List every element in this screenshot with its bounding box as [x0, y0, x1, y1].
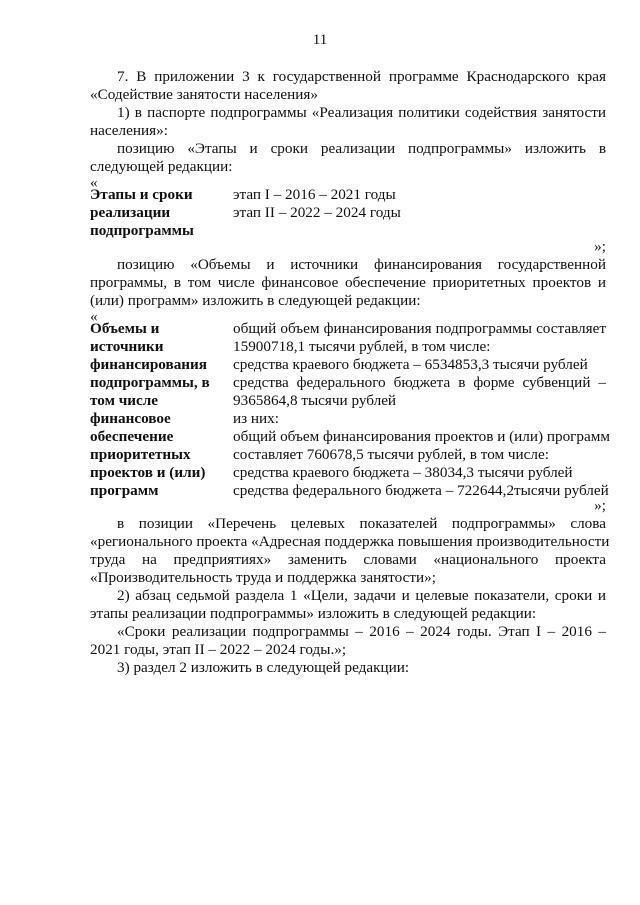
paragraph-line: 2021 годы, этап II – 2022 – 2024 годы.»;	[90, 641, 347, 658]
funding-label-line: подпрограммы, в	[90, 374, 210, 391]
funding-value-line: составляет 760678,5 тысячи рублей, в том числе:	[233, 446, 549, 463]
paragraph-line: позицию «Объемы и источники финансирования государственной	[117, 256, 606, 273]
funding-label-line: источники	[90, 338, 164, 355]
paragraph-line: «регионального проекта «Адресная поддержка повышения производительности	[90, 533, 610, 550]
quote-close: »;	[594, 238, 606, 255]
funding-value-line: из них:	[233, 410, 279, 427]
funding-value-line: средства федерального бюджета в форме субвенций –	[233, 374, 606, 391]
stages-label-line: реализации	[90, 204, 171, 221]
funding-label-line: проектов и (или)	[90, 464, 206, 481]
paragraph-line: этапы реализации подпрограммы» изложить в следующей редакции:	[90, 605, 537, 622]
funding-label-line: обеспечение	[90, 428, 174, 445]
page-number: 11	[312, 31, 328, 48]
paragraph-line: «Сроки реализации подпрограммы – 2016 – 2024 годы. Этап I – 2016 –	[117, 623, 606, 640]
stages-value-line: этап II – 2022 – 2024 годы	[233, 204, 401, 221]
paragraph-line: труда на предприятиях» заменить словами «национального проекта	[90, 551, 606, 568]
funding-value-line: средства краевого бюджета – 38034,3 тысячи рублей	[233, 464, 573, 481]
paragraph-line: 1) в паспорте подпрограммы «Реализация политики содействия занятости	[117, 104, 606, 121]
paragraph-line: населения»:	[90, 122, 168, 139]
funding-value-line: средства краевого бюджета – 6534853,3 тысячи рублей	[233, 356, 588, 373]
funding-value-line: общий объем финансирования подпрограммы составляет	[233, 320, 606, 337]
stages-label-line: подпрограммы	[90, 222, 194, 239]
paragraph-line: «Производительность труда и поддержка занятости»;	[90, 569, 436, 586]
funding-label-line: том числе	[90, 392, 159, 409]
funding-value-line: общий объем финансирования проектов и (или) программ	[233, 428, 610, 445]
funding-label-line: финансирования	[90, 356, 208, 373]
funding-value-line: 15900718,1 тысячи рублей, в том числе:	[233, 338, 491, 355]
paragraph-line: 2) абзац седьмой раздела 1 «Цели, задачи и целевые показатели, сроки и	[117, 587, 606, 604]
funding-label-line: программ	[90, 482, 159, 499]
funding-value-line: 9365864,8 тысячи рублей	[233, 392, 397, 409]
stages-value-line: этап I – 2016 – 2021 годы	[233, 186, 396, 203]
funding-label-line: Объемы и	[90, 320, 160, 337]
paragraph-line: (или) программ» изложить в следующей редакции:	[90, 292, 421, 309]
paragraph-line: 7. В приложении 3 к государственной программе Краснодарского края	[117, 68, 606, 85]
funding-label-line: приоритетных	[90, 446, 191, 463]
paragraph-line: позицию «Этапы и сроки реализации подпрограммы» изложить в	[117, 140, 606, 157]
funding-value-line: средства федерального бюджета – 722644,2тысячи рублей	[233, 482, 609, 499]
paragraph-line: программы, в том числе финансовое обеспечение приоритетных проектов и	[90, 274, 606, 291]
funding-label-line: финансовое	[90, 410, 171, 427]
paragraph-line: «Содействие занятости населения»	[90, 86, 318, 103]
stages-label-line: Этапы и сроки	[90, 186, 193, 203]
quote-open: «	[90, 174, 98, 191]
quote-close: »;	[594, 497, 606, 514]
paragraph-line: следующей редакции:	[90, 158, 233, 175]
paragraph-line: 3) раздел 2 изложить в следующей редакции:	[117, 659, 410, 676]
paragraph-line: в позиции «Перечень целевых показателей подпрограммы» слова	[117, 515, 606, 532]
quote-open: «	[90, 308, 98, 325]
